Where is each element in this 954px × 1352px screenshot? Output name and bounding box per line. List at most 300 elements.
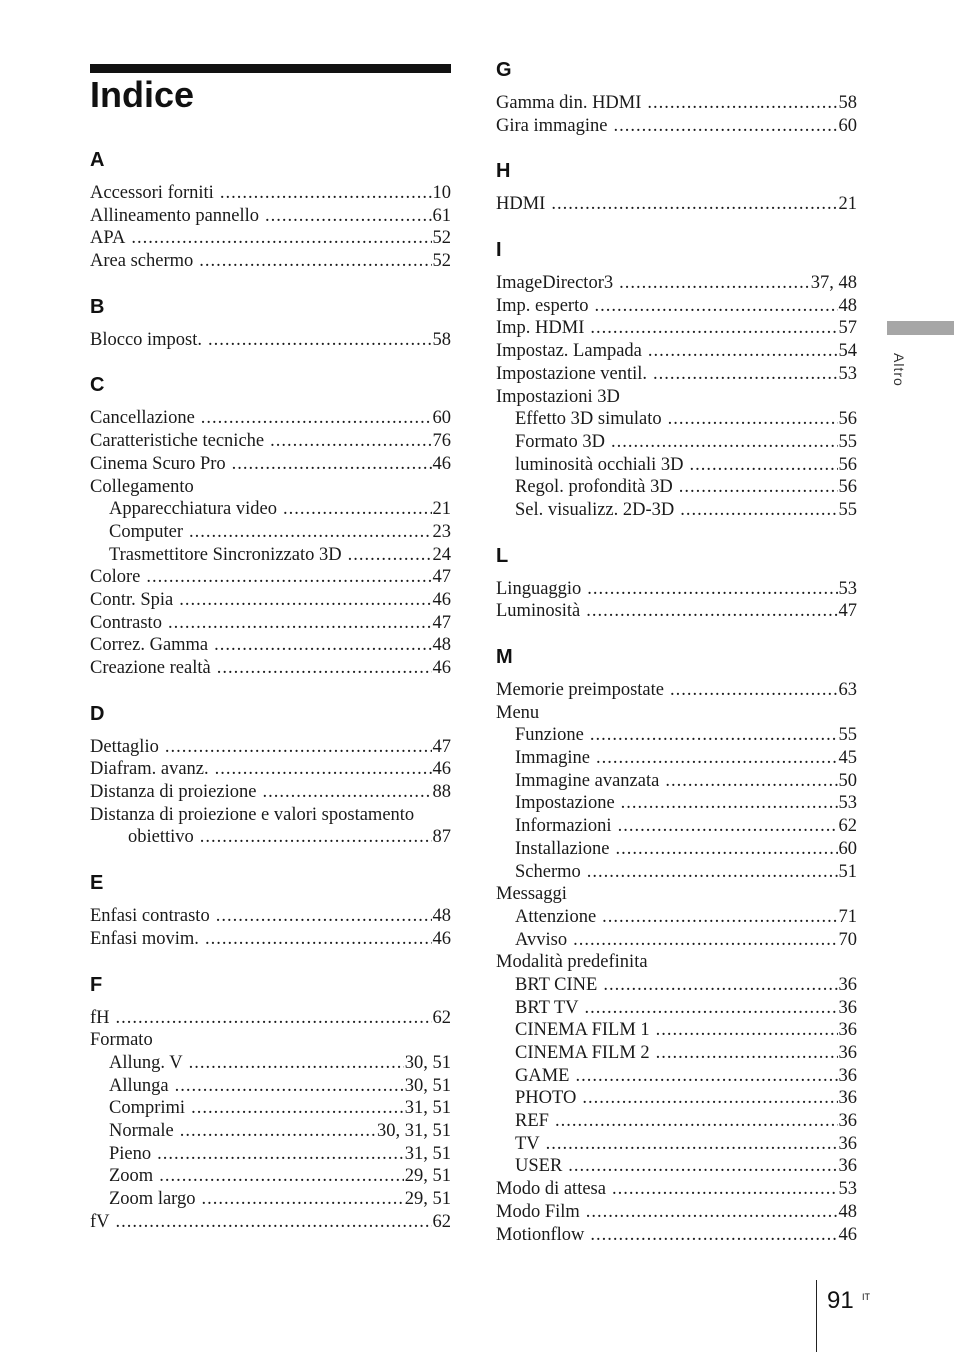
entry-term: USER	[515, 1156, 563, 1177]
index-section	[90, 148, 451, 273]
entry-page-ref: 37, 48	[810, 273, 857, 294]
entry-leader-dots	[199, 250, 431, 273]
entry-term: Contr. Spia	[90, 589, 174, 610]
entry-term: Diafram. avanz.	[90, 759, 209, 780]
index-section	[90, 973, 451, 1234]
entry-term: ImageDirector3	[496, 273, 614, 294]
entry-page-ref: 60	[838, 115, 857, 136]
entry-term: GAME	[515, 1065, 570, 1086]
entry-leader-dots	[656, 1042, 838, 1065]
index-entry	[496, 838, 857, 861]
index-entry	[90, 804, 451, 827]
entry-page-ref: 58	[838, 93, 857, 113]
entry-term: Linguaggio	[496, 578, 582, 599]
entry-page-ref: 36	[838, 1043, 857, 1063]
index-section	[90, 373, 451, 679]
entry-term: Modo di attesa	[496, 1179, 606, 1200]
entry-leader-dots	[551, 193, 837, 216]
entry-page-ref: 36	[838, 1088, 857, 1109]
entry-term: Menu	[496, 702, 540, 723]
entry-term: Impostazioni 3D	[496, 386, 620, 407]
entry-page-ref: 71	[838, 906, 857, 927]
entry-term: Apparecchiatura video	[109, 499, 277, 520]
entry-page-ref: 52	[432, 251, 451, 272]
index-entry	[496, 115, 857, 138]
entry-leader-dots	[208, 329, 431, 352]
entry-leader-dots	[201, 407, 432, 430]
index-entry	[496, 386, 857, 409]
entry-page-ref: 24	[432, 544, 451, 565]
entry-term: HDMI	[496, 194, 546, 215]
entry-page-ref: 55	[838, 499, 857, 520]
index-entry	[496, 193, 857, 216]
entry-page-ref: 53	[838, 793, 857, 814]
entry-leader-dots	[575, 1065, 837, 1088]
index-entry	[90, 453, 451, 476]
section-letter: C	[90, 374, 105, 397]
entry-page-ref: 60	[432, 408, 451, 429]
entry-page-ref: 29, 51	[404, 1189, 451, 1209]
entry-term: Impostaz. Lampada	[496, 341, 642, 362]
entry-page-ref: 36	[838, 1020, 857, 1041]
entry-term: Messaggi	[496, 884, 567, 905]
entry-leader-dots	[189, 521, 432, 544]
entry-page-ref: 36	[838, 1111, 857, 1132]
entry-page-ref: 56	[838, 409, 857, 430]
entry-term: Caratteristiche tecniche	[90, 431, 265, 452]
entry-page-ref: 48	[432, 635, 451, 656]
entry-leader-dots	[180, 1120, 376, 1143]
entry-term: Schermo	[515, 861, 581, 882]
entry-term: Allineamento pannello	[90, 205, 260, 226]
entry-term: obiettivo	[128, 827, 194, 848]
section-letter: E	[90, 872, 104, 895]
entry-page-ref: 30, 51	[404, 1075, 451, 1096]
index-section	[90, 295, 451, 352]
index-entry	[496, 815, 857, 838]
entry-page-ref: 47	[432, 612, 451, 633]
index-entry	[496, 1201, 857, 1224]
entry-term: Immagine	[515, 748, 591, 769]
index-entry	[496, 272, 857, 295]
index-entry	[90, 905, 451, 928]
index-entry	[90, 1007, 451, 1030]
entry-term: Sel. visualizz. 2D-3D	[515, 499, 675, 520]
section-letter: B	[90, 295, 105, 318]
entry-leader-dots	[621, 792, 838, 815]
entry-page-ref: 53	[838, 578, 857, 599]
index-entry	[496, 1042, 857, 1065]
entry-term: Attenzione	[515, 906, 597, 927]
entry-term: Distanza di proiezione	[90, 782, 257, 803]
index-entry	[496, 861, 857, 884]
entry-page-ref: 46	[432, 928, 451, 949]
entry-leader-dots	[616, 838, 838, 861]
entry-leader-dots	[283, 498, 432, 521]
index-entry	[90, 634, 451, 657]
entry-page-ref: 56	[838, 477, 857, 498]
index-entry	[90, 1165, 451, 1188]
section-letter: I	[496, 239, 502, 262]
entry-term: TV	[515, 1133, 540, 1154]
index-entry	[90, 781, 451, 804]
entry-leader-dots	[189, 1052, 404, 1075]
entry-term: Blocco impost.	[90, 329, 203, 350]
entry-leader-dots	[590, 1224, 837, 1247]
entry-leader-dots	[618, 815, 838, 838]
index-entry	[496, 906, 857, 929]
entry-leader-dots	[146, 566, 431, 589]
entry-term: APA	[90, 228, 126, 249]
entry-page-ref: 47	[432, 736, 451, 757]
entry-page-ref: 53	[838, 363, 857, 384]
entry-leader-dots	[546, 1133, 838, 1156]
index-entry	[90, 1143, 451, 1166]
entry-leader-dots	[262, 781, 431, 804]
entry-page-ref: 87	[432, 827, 451, 848]
entry-term: Regol. profondità 3D	[515, 477, 673, 498]
index-entry	[496, 600, 857, 623]
entry-leader-dots	[179, 589, 431, 612]
entry-term: BRT TV	[515, 997, 579, 1018]
entry-leader-dots	[205, 928, 432, 951]
entry-page-ref: 45	[838, 748, 857, 769]
entry-leader-dots	[348, 544, 432, 567]
entry-term: CINEMA FILM 2	[515, 1043, 650, 1063]
entry-term: Funzione	[515, 725, 584, 746]
entry-page-ref: 48	[838, 295, 857, 316]
section-tab-marker	[887, 321, 954, 335]
entry-leader-dots	[214, 634, 431, 657]
section-letter: F	[90, 973, 103, 996]
entry-page-ref: 50	[838, 770, 857, 791]
entry-term: Immagine avanzata	[515, 770, 660, 791]
entry-page-ref: 29, 51	[404, 1166, 451, 1187]
entry-term: Effetto 3D simulato	[515, 409, 662, 430]
index-entry	[90, 566, 451, 589]
index-entry	[496, 929, 857, 952]
entry-leader-dots	[613, 115, 837, 138]
entry-term: Impostazione ventil.	[496, 363, 648, 384]
entry-term: Formato 3D	[515, 431, 605, 452]
index-entry	[90, 205, 451, 228]
entry-page-ref: 62	[432, 1007, 451, 1028]
entry-term: Allung. V	[109, 1052, 183, 1073]
entry-page-ref: 21	[432, 499, 451, 520]
entry-page-ref: 46	[432, 658, 451, 678]
entry-page-ref: 10	[432, 183, 451, 203]
entry-leader-dots	[587, 578, 837, 601]
index-entry	[90, 329, 451, 352]
entry-term: Zoom	[109, 1166, 154, 1187]
entry-page-ref: 46	[432, 759, 451, 780]
entry-page-ref: 76	[432, 431, 451, 452]
entry-term: Zoom largo	[109, 1189, 196, 1209]
entry-leader-dots	[590, 724, 838, 747]
entry-term: CINEMA FILM 1	[515, 1020, 650, 1041]
index-entry	[496, 92, 857, 115]
index-entry	[496, 363, 857, 386]
entry-term: Pieno	[109, 1143, 152, 1164]
entry-leader-dots	[265, 205, 431, 228]
index-section	[496, 238, 857, 522]
index-entry	[496, 974, 857, 997]
entry-term: Accessori forniti	[90, 183, 214, 203]
index-entry	[90, 612, 451, 635]
entry-page-ref: 36	[838, 974, 857, 995]
entry-leader-dots	[568, 1155, 837, 1178]
entry-leader-dots	[157, 1143, 404, 1166]
index-entry	[496, 578, 857, 601]
entry-leader-dots	[602, 906, 837, 929]
entry-leader-dots	[116, 1007, 432, 1030]
entry-leader-dots	[165, 736, 432, 759]
entry-leader-dots	[585, 997, 838, 1020]
entry-page-ref: 46	[432, 453, 451, 474]
entry-page-ref: 31, 51	[404, 1098, 451, 1119]
entry-leader-dots	[656, 1019, 838, 1042]
index-entry	[90, 1052, 451, 1075]
index-entry	[496, 295, 857, 318]
entry-page-ref: 62	[838, 816, 857, 837]
entry-term: Imp. esperto	[496, 295, 589, 316]
entry-term: Computer	[109, 521, 183, 542]
entry-page-ref: 61	[432, 205, 451, 226]
index-entry	[496, 408, 857, 431]
index-entry	[90, 1188, 451, 1211]
entry-leader-dots	[116, 1211, 432, 1234]
entry-term: Installazione	[515, 838, 610, 859]
section-letter: L	[496, 544, 509, 567]
index-entry	[90, 430, 451, 453]
index-entry	[90, 1075, 451, 1098]
entry-leader-dots	[270, 430, 431, 453]
index-entry	[90, 476, 451, 499]
index-entry	[496, 454, 857, 477]
index-column-left	[90, 148, 451, 1255]
entry-leader-dots	[586, 600, 837, 623]
entry-term: Distanza di proiezione e valori spostamento	[90, 804, 415, 825]
entry-leader-dots	[619, 272, 810, 295]
entry-term: Contrasto	[90, 612, 162, 633]
entry-term: REF	[515, 1111, 549, 1132]
entry-term: Collegamento	[90, 476, 194, 497]
entry-leader-dots	[217, 657, 432, 680]
entry-page-ref: 31, 51	[404, 1143, 451, 1164]
entry-term: Cancellazione	[90, 408, 195, 429]
entry-term: Modo Film	[496, 1201, 580, 1222]
entry-term: Gira immagine	[496, 115, 608, 136]
index-entry	[90, 250, 451, 273]
index-entry	[496, 1155, 857, 1178]
index-entry	[90, 928, 451, 951]
entry-term: Avviso	[515, 929, 568, 950]
entry-leader-dots	[131, 227, 431, 250]
entry-leader-dots	[159, 1165, 404, 1188]
index-entry	[496, 1224, 857, 1247]
index-section	[496, 645, 857, 1246]
section-letter: H	[496, 160, 511, 183]
entry-page-ref: 36	[838, 997, 857, 1018]
entry-leader-dots	[679, 476, 838, 499]
index-entry	[496, 883, 857, 906]
entry-term: Modalità predefinita	[496, 952, 648, 973]
entry-page-ref: 63	[838, 680, 857, 700]
entry-page-ref: 62	[432, 1211, 451, 1232]
entry-page-ref: 21	[838, 194, 857, 215]
entry-leader-dots	[612, 1178, 838, 1201]
entry-term: Dettaglio	[90, 736, 159, 757]
entry-page-ref: 30, 31, 51	[377, 1120, 451, 1141]
entry-term: Comprimi	[109, 1098, 186, 1119]
entry-leader-dots	[200, 826, 432, 849]
entry-page-ref: 56	[838, 454, 857, 475]
page-number: 91	[827, 1287, 854, 1314]
entry-page-ref: 36	[838, 1156, 857, 1177]
entry-term: Gamma din. HDMI	[496, 93, 642, 113]
entry-term: Correz. Gamma	[90, 635, 209, 656]
entry-leader-dots	[648, 340, 838, 363]
entry-term: Creazione realtà	[90, 658, 211, 678]
entry-term: Normale	[109, 1120, 174, 1141]
index-entry	[90, 826, 451, 849]
entry-leader-dots	[582, 1087, 837, 1110]
index-entry	[496, 340, 857, 363]
entry-page-ref: 57	[838, 318, 857, 339]
entry-leader-dots	[596, 747, 837, 770]
index-entry	[496, 1110, 857, 1133]
entry-page-ref: 48	[432, 906, 451, 927]
entry-page-ref: 46	[432, 589, 451, 610]
index-entry	[496, 1065, 857, 1088]
entry-term: fH	[90, 1007, 110, 1028]
index-entry	[496, 724, 857, 747]
page-title: Indice	[90, 74, 195, 115]
index-entry	[496, 1133, 857, 1156]
entry-page-ref: 60	[838, 838, 857, 859]
entry-leader-dots	[215, 758, 432, 781]
section-letter: G	[496, 59, 512, 81]
page-language-code: IT	[862, 1292, 870, 1302]
entry-leader-dots	[216, 905, 432, 928]
index-section	[496, 58, 857, 137]
entry-leader-dots	[653, 363, 837, 386]
entry-leader-dots	[594, 295, 837, 318]
index-entry	[90, 1029, 451, 1052]
entry-term: Colore	[90, 567, 141, 588]
index-section	[496, 159, 857, 216]
entry-leader-dots	[668, 408, 838, 431]
entry-leader-dots	[555, 1110, 838, 1133]
entry-page-ref: 70	[838, 929, 857, 950]
section-tab-label: Altro	[891, 353, 907, 387]
index-entry	[90, 1211, 451, 1234]
index-entry	[90, 407, 451, 430]
entry-page-ref: 51	[838, 861, 857, 882]
section-letter: M	[496, 646, 513, 668]
index-entry	[90, 758, 451, 781]
section-letter: A	[90, 149, 105, 171]
entry-term: Area schermo	[90, 251, 194, 272]
index-entry	[496, 747, 857, 770]
entry-leader-dots	[670, 679, 838, 702]
entry-page-ref: 48	[838, 1201, 857, 1222]
index-entry	[90, 498, 451, 521]
entry-leader-dots	[665, 770, 837, 793]
index-entry	[90, 182, 451, 205]
entry-leader-dots	[611, 431, 838, 454]
page-number-rule	[816, 1280, 817, 1352]
index-entry	[90, 657, 451, 680]
entry-term: PHOTO	[515, 1088, 577, 1109]
entry-page-ref: 54	[838, 341, 857, 362]
index-entry	[496, 317, 857, 340]
entry-leader-dots	[586, 1201, 838, 1224]
entry-term: Trasmettitore Sincronizzato 3D	[109, 544, 342, 565]
entry-term: Memorie preimpostate	[496, 680, 664, 700]
index-entry	[90, 1097, 451, 1120]
index-column-right	[496, 58, 857, 1268]
entry-term: Motionflow	[496, 1224, 585, 1245]
entry-page-ref: 88	[432, 782, 451, 803]
entry-leader-dots	[690, 454, 838, 477]
index-entry	[496, 679, 857, 702]
index-entry	[496, 702, 857, 725]
entry-leader-dots	[680, 499, 837, 522]
entry-leader-dots	[202, 1188, 404, 1211]
index-entry	[496, 476, 857, 499]
entry-page-ref: 36	[838, 1065, 857, 1086]
index-section	[90, 871, 451, 950]
index-entry	[496, 997, 857, 1020]
index-entry	[90, 589, 451, 612]
entry-term: Impostazione	[515, 793, 615, 814]
index-entry	[496, 1019, 857, 1042]
index-entry	[90, 227, 451, 250]
entry-leader-dots	[587, 861, 838, 884]
entry-leader-dots	[232, 453, 432, 476]
index-entry	[90, 736, 451, 759]
entry-term: fV	[90, 1211, 110, 1232]
entry-leader-dots	[175, 1075, 404, 1098]
entry-page-ref: 23	[432, 521, 451, 542]
entry-term: Cinema Scuro Pro	[90, 453, 226, 474]
entry-page-ref: 58	[432, 329, 451, 350]
entry-page-ref: 52	[432, 228, 451, 249]
section-letter: D	[90, 702, 105, 725]
entry-page-ref: 53	[838, 1179, 857, 1200]
entry-term: Formato	[90, 1030, 153, 1051]
entry-leader-dots	[590, 317, 837, 340]
entry-term: Enfasi movim.	[90, 928, 199, 949]
entry-leader-dots	[603, 974, 837, 997]
index-section	[90, 702, 451, 849]
entry-leader-dots	[647, 92, 837, 115]
entry-term: Allunga	[109, 1075, 169, 1096]
entry-term: Enfasi contrasto	[90, 906, 210, 927]
index-entry	[90, 544, 451, 567]
entry-term: Informazioni	[515, 816, 612, 837]
entry-page-ref: 55	[838, 431, 857, 452]
entry-page-ref: 47	[838, 601, 857, 622]
entry-term: BRT CINE	[515, 974, 598, 995]
entry-page-ref: 30, 51	[404, 1052, 451, 1073]
index-entry	[496, 951, 857, 974]
index-entry	[90, 521, 451, 544]
entry-page-ref: 47	[432, 567, 451, 588]
index-entry	[496, 1178, 857, 1201]
entry-term: luminosità occhiali 3D	[515, 454, 684, 475]
